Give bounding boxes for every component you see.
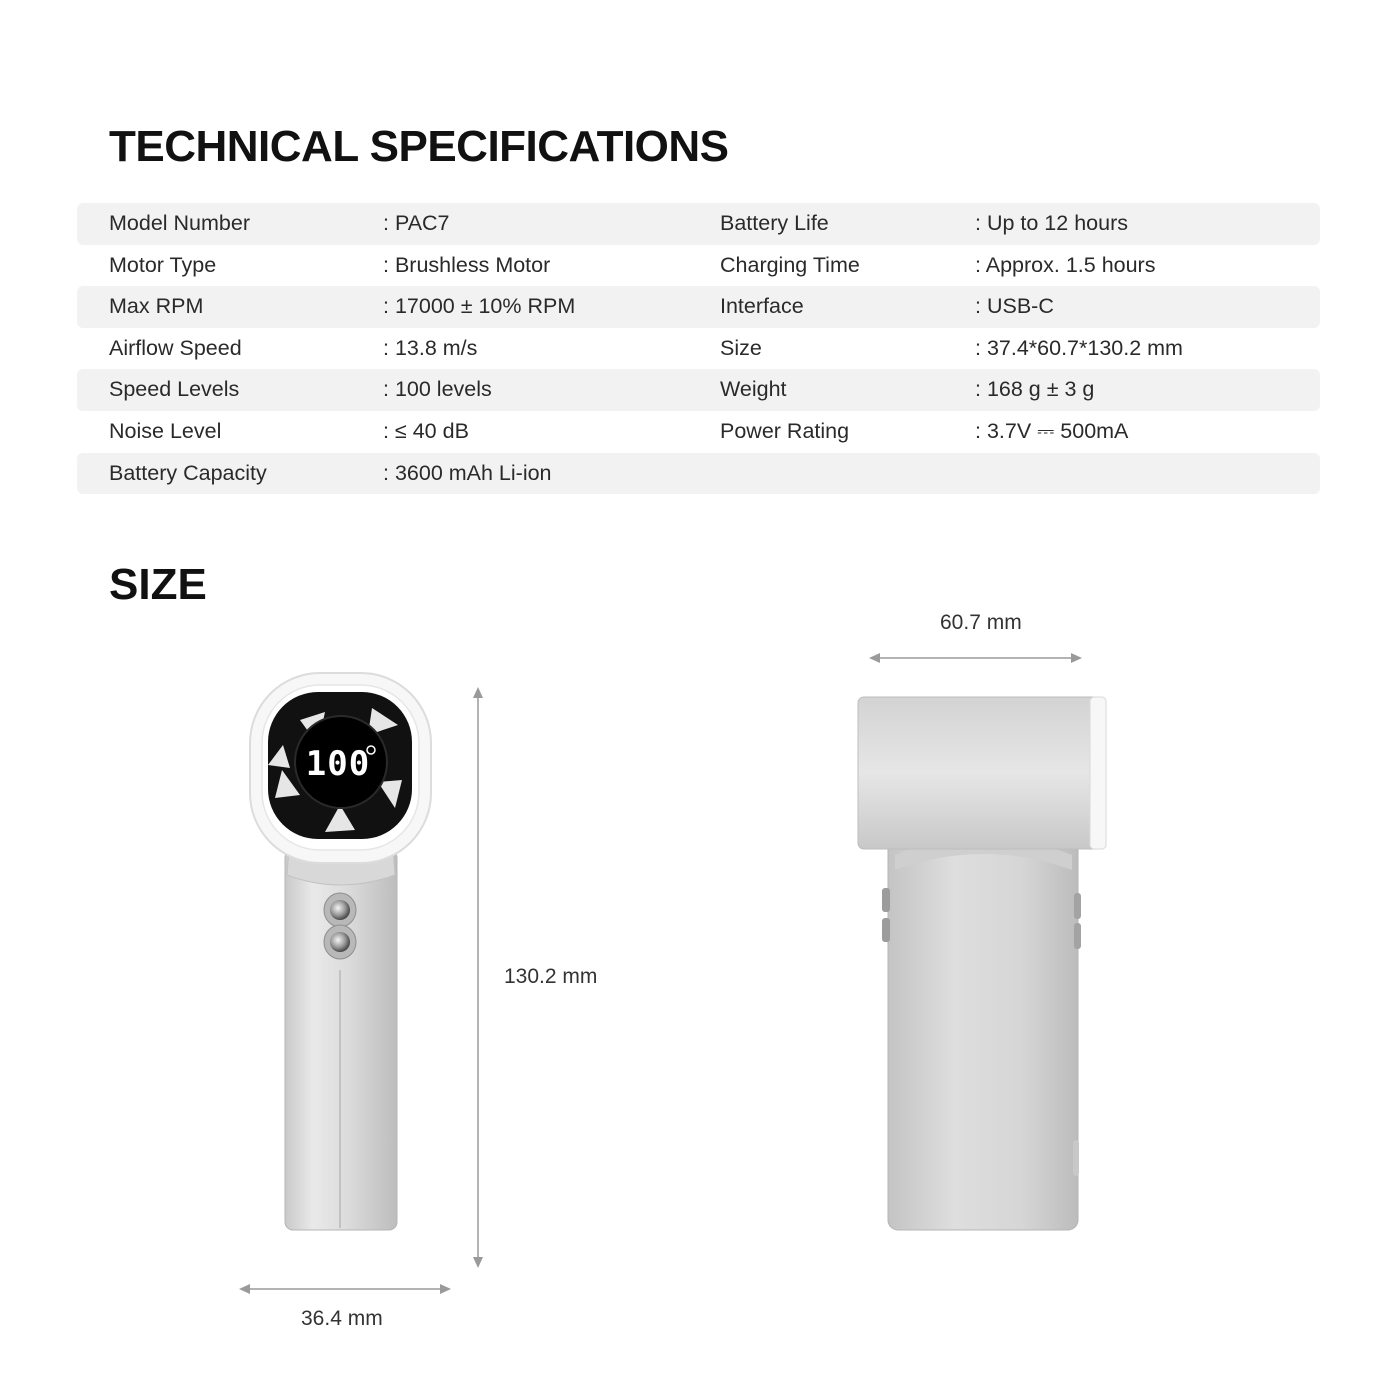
spec-label: Size: [720, 335, 762, 360]
spec-value: : PAC7: [383, 211, 450, 235]
spec-label: Battery Life: [720, 211, 829, 235]
spec-value: : 3.7V ⎓ 500mA: [975, 418, 1129, 443]
spec-value: : 3600 mAh Li-ion: [383, 460, 552, 485]
spec-label: Weight: [720, 377, 787, 402]
side-width-dimension-label: 60.7 mm: [940, 611, 1022, 634]
spec-value: : Approx. 1.5 hours: [975, 252, 1156, 277]
spec-value: : ≤ 40 dB: [383, 418, 469, 443]
side-button: [1074, 893, 1081, 919]
spec-label: Max RPM: [109, 294, 204, 319]
side-body: [888, 840, 1078, 1230]
front-width-arrow: [239, 1284, 451, 1294]
spec-value: : USB-C: [975, 294, 1054, 319]
front-width-dimension-label: 36.4 mm: [301, 1307, 383, 1330]
spec-label: Interface: [720, 294, 804, 319]
height-arrow: [473, 687, 483, 1268]
speed-button: [330, 932, 350, 952]
spec-value: : 37.4*60.7*130.2 mm: [975, 335, 1183, 360]
fan-front-view: [250, 673, 431, 1230]
spec-value: : 13.8 m/s: [383, 335, 478, 360]
spec-label: Airflow Speed: [109, 335, 242, 360]
spec-label: Charging Time: [720, 252, 860, 277]
usb-port: [1073, 1140, 1079, 1176]
side-button: [882, 888, 890, 912]
side-head: [858, 697, 1106, 849]
spec-value: : 168 g ± 3 g: [975, 377, 1095, 402]
spec-label: Model Number: [109, 211, 250, 235]
side-width-arrow: [869, 653, 1082, 663]
spec-label: Power Rating: [720, 418, 850, 443]
spec-label: Motor Type: [109, 252, 217, 277]
spec-label: Speed Levels: [109, 377, 240, 402]
power-button: [330, 900, 350, 920]
side-head-ring: [1090, 697, 1106, 849]
size-title: SIZE: [109, 560, 207, 609]
spec-label: Noise Level: [109, 418, 222, 443]
spec-label: Battery Capacity: [109, 460, 267, 485]
spec-value: : 17000 ± 10% RPM: [383, 294, 576, 319]
page-title: TECHNICAL SPECIFICATIONS: [109, 122, 729, 171]
spec-value: : 100 levels: [383, 377, 492, 402]
display-value: 100: [305, 744, 371, 784]
height-dimension-label: 130.2 mm: [504, 965, 598, 988]
spec-value: : Up to 12 hours: [975, 211, 1128, 235]
spec-value: : Brushless Motor: [383, 252, 551, 277]
side-button: [1074, 923, 1081, 949]
side-button: [882, 918, 890, 942]
fan-side-view: [858, 697, 1106, 1230]
